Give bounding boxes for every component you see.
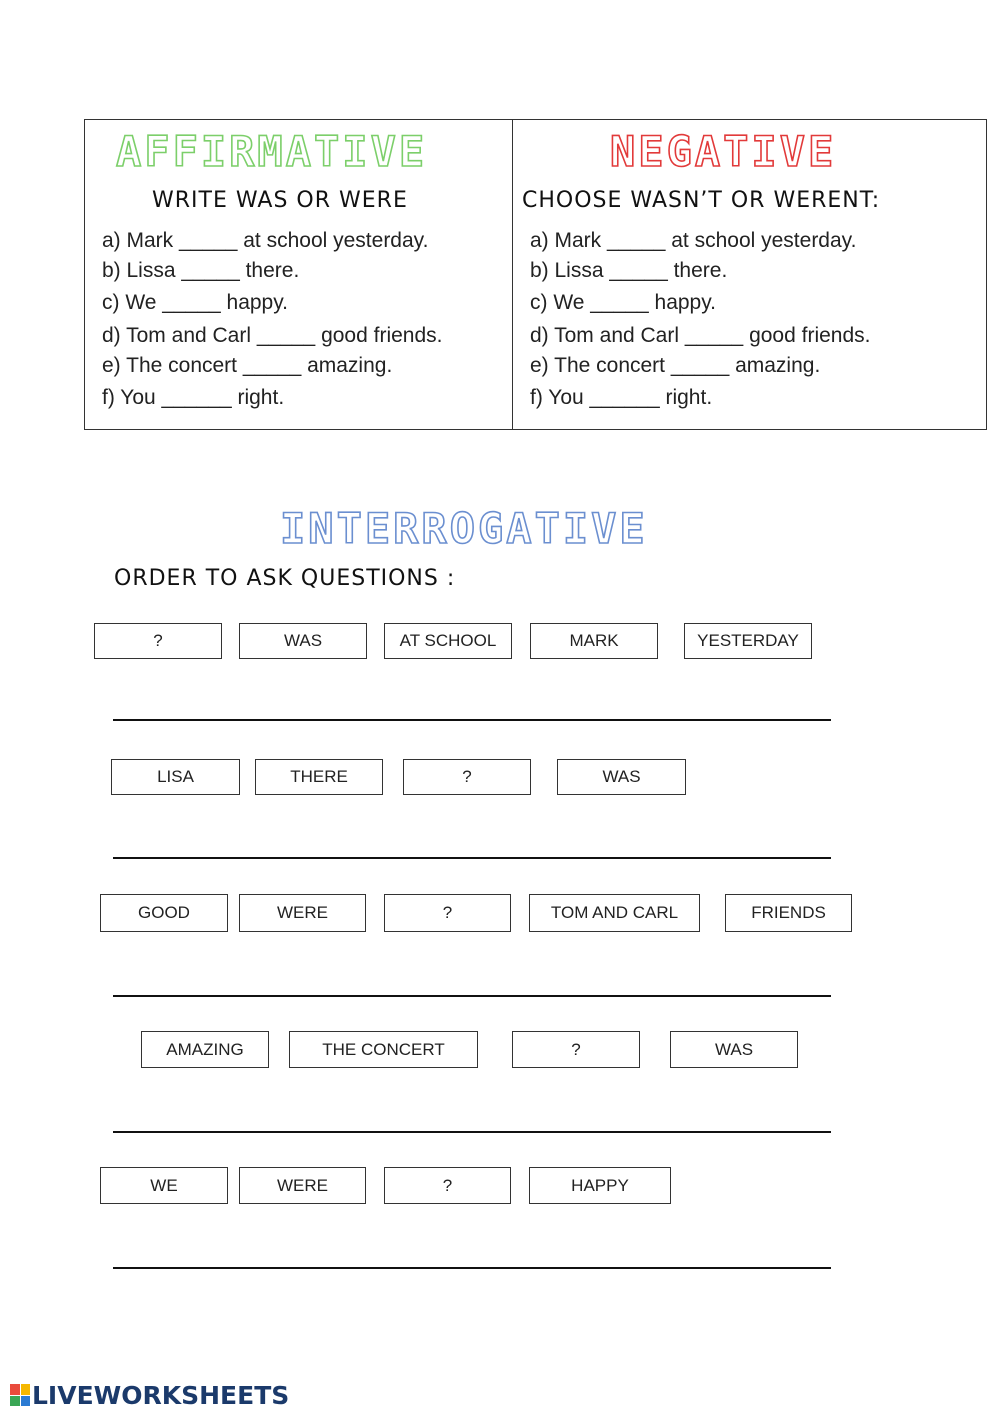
- word-box[interactable]: AT SCHOOL: [384, 623, 512, 659]
- answer-line-2[interactable]: [113, 857, 831, 859]
- word-box[interactable]: HAPPY: [529, 1167, 671, 1204]
- affirmative-item-a: a) Mark _____ at school yesterday.: [102, 229, 429, 252]
- word-box[interactable]: WE: [100, 1167, 228, 1204]
- liveworksheets-logo: [10, 1380, 289, 1410]
- word-box[interactable]: LISA: [111, 759, 240, 795]
- word-box[interactable]: THERE: [255, 759, 383, 795]
- word-box[interactable]: WAS: [239, 623, 367, 659]
- negative-item-d: d) Tom and Carl _____ good friends.: [530, 324, 871, 347]
- answer-line-1[interactable]: [113, 719, 831, 721]
- negative-item-c: c) We _____ happy.: [530, 291, 717, 314]
- negative-item-e: e) The concert _____ amazing.: [530, 354, 821, 377]
- word-box[interactable]: ?: [512, 1031, 640, 1068]
- word-box[interactable]: ?: [403, 759, 531, 795]
- word-box[interactable]: AMAZING: [141, 1031, 269, 1068]
- word-box[interactable]: FRIENDS: [725, 894, 852, 932]
- word-box[interactable]: GOOD: [100, 894, 228, 932]
- affirmative-instruction: WRITE WAS OR WERE: [152, 188, 408, 213]
- affirmative-item-f: f) You ______ right.: [102, 386, 285, 409]
- negative-item-b: b) Lissa _____ there.: [530, 259, 728, 282]
- negative-item-a: a) Mark _____ at school yesterday.: [530, 229, 857, 252]
- interrogative-instruction: ORDER TO ASK QUESTIONS :: [114, 566, 456, 591]
- interrogative-title: INTERROGATIVE: [280, 504, 648, 553]
- word-box[interactable]: WERE: [239, 894, 366, 932]
- word-box[interactable]: ?: [384, 1167, 511, 1204]
- word-box[interactable]: ?: [94, 623, 222, 659]
- logo-square-icon: [21, 1384, 31, 1395]
- table-divider: [512, 119, 513, 430]
- affirmative-item-b: b) Lissa _____ there.: [102, 259, 300, 282]
- word-box[interactable]: MARK: [530, 623, 658, 659]
- answer-line-4[interactable]: [113, 1131, 831, 1133]
- answer-line-3[interactable]: [113, 995, 831, 997]
- affirmative-item-c: c) We _____ happy.: [102, 291, 289, 314]
- answer-line-5[interactable]: [113, 1267, 831, 1269]
- word-box[interactable]: YESTERDAY: [684, 623, 812, 659]
- word-box[interactable]: TOM AND CARL: [529, 894, 700, 932]
- affirmative-title: AFFIRMATIVE: [116, 127, 428, 176]
- word-box[interactable]: WERE: [239, 1167, 366, 1204]
- logo-square-icon: [21, 1396, 31, 1407]
- negative-instruction: CHOOSE WASN’T OR WERENT:: [522, 188, 881, 213]
- logo-text: LIVEWORKSHEETS: [32, 1380, 290, 1410]
- negative-item-f: f) You ______ right.: [530, 386, 713, 409]
- word-box[interactable]: ?: [384, 894, 511, 932]
- logo-mark-icon: [10, 1384, 30, 1406]
- logo-square-icon: [10, 1396, 20, 1407]
- negative-title: NEGATIVE: [610, 127, 837, 176]
- affirmative-item-e: e) The concert _____ amazing.: [102, 354, 393, 377]
- word-box[interactable]: WAS: [670, 1031, 798, 1068]
- affirmative-item-d: d) Tom and Carl _____ good friends.: [102, 324, 443, 347]
- word-box[interactable]: WAS: [557, 759, 686, 795]
- word-box[interactable]: THE CONCERT: [289, 1031, 478, 1068]
- logo-square-icon: [10, 1384, 20, 1395]
